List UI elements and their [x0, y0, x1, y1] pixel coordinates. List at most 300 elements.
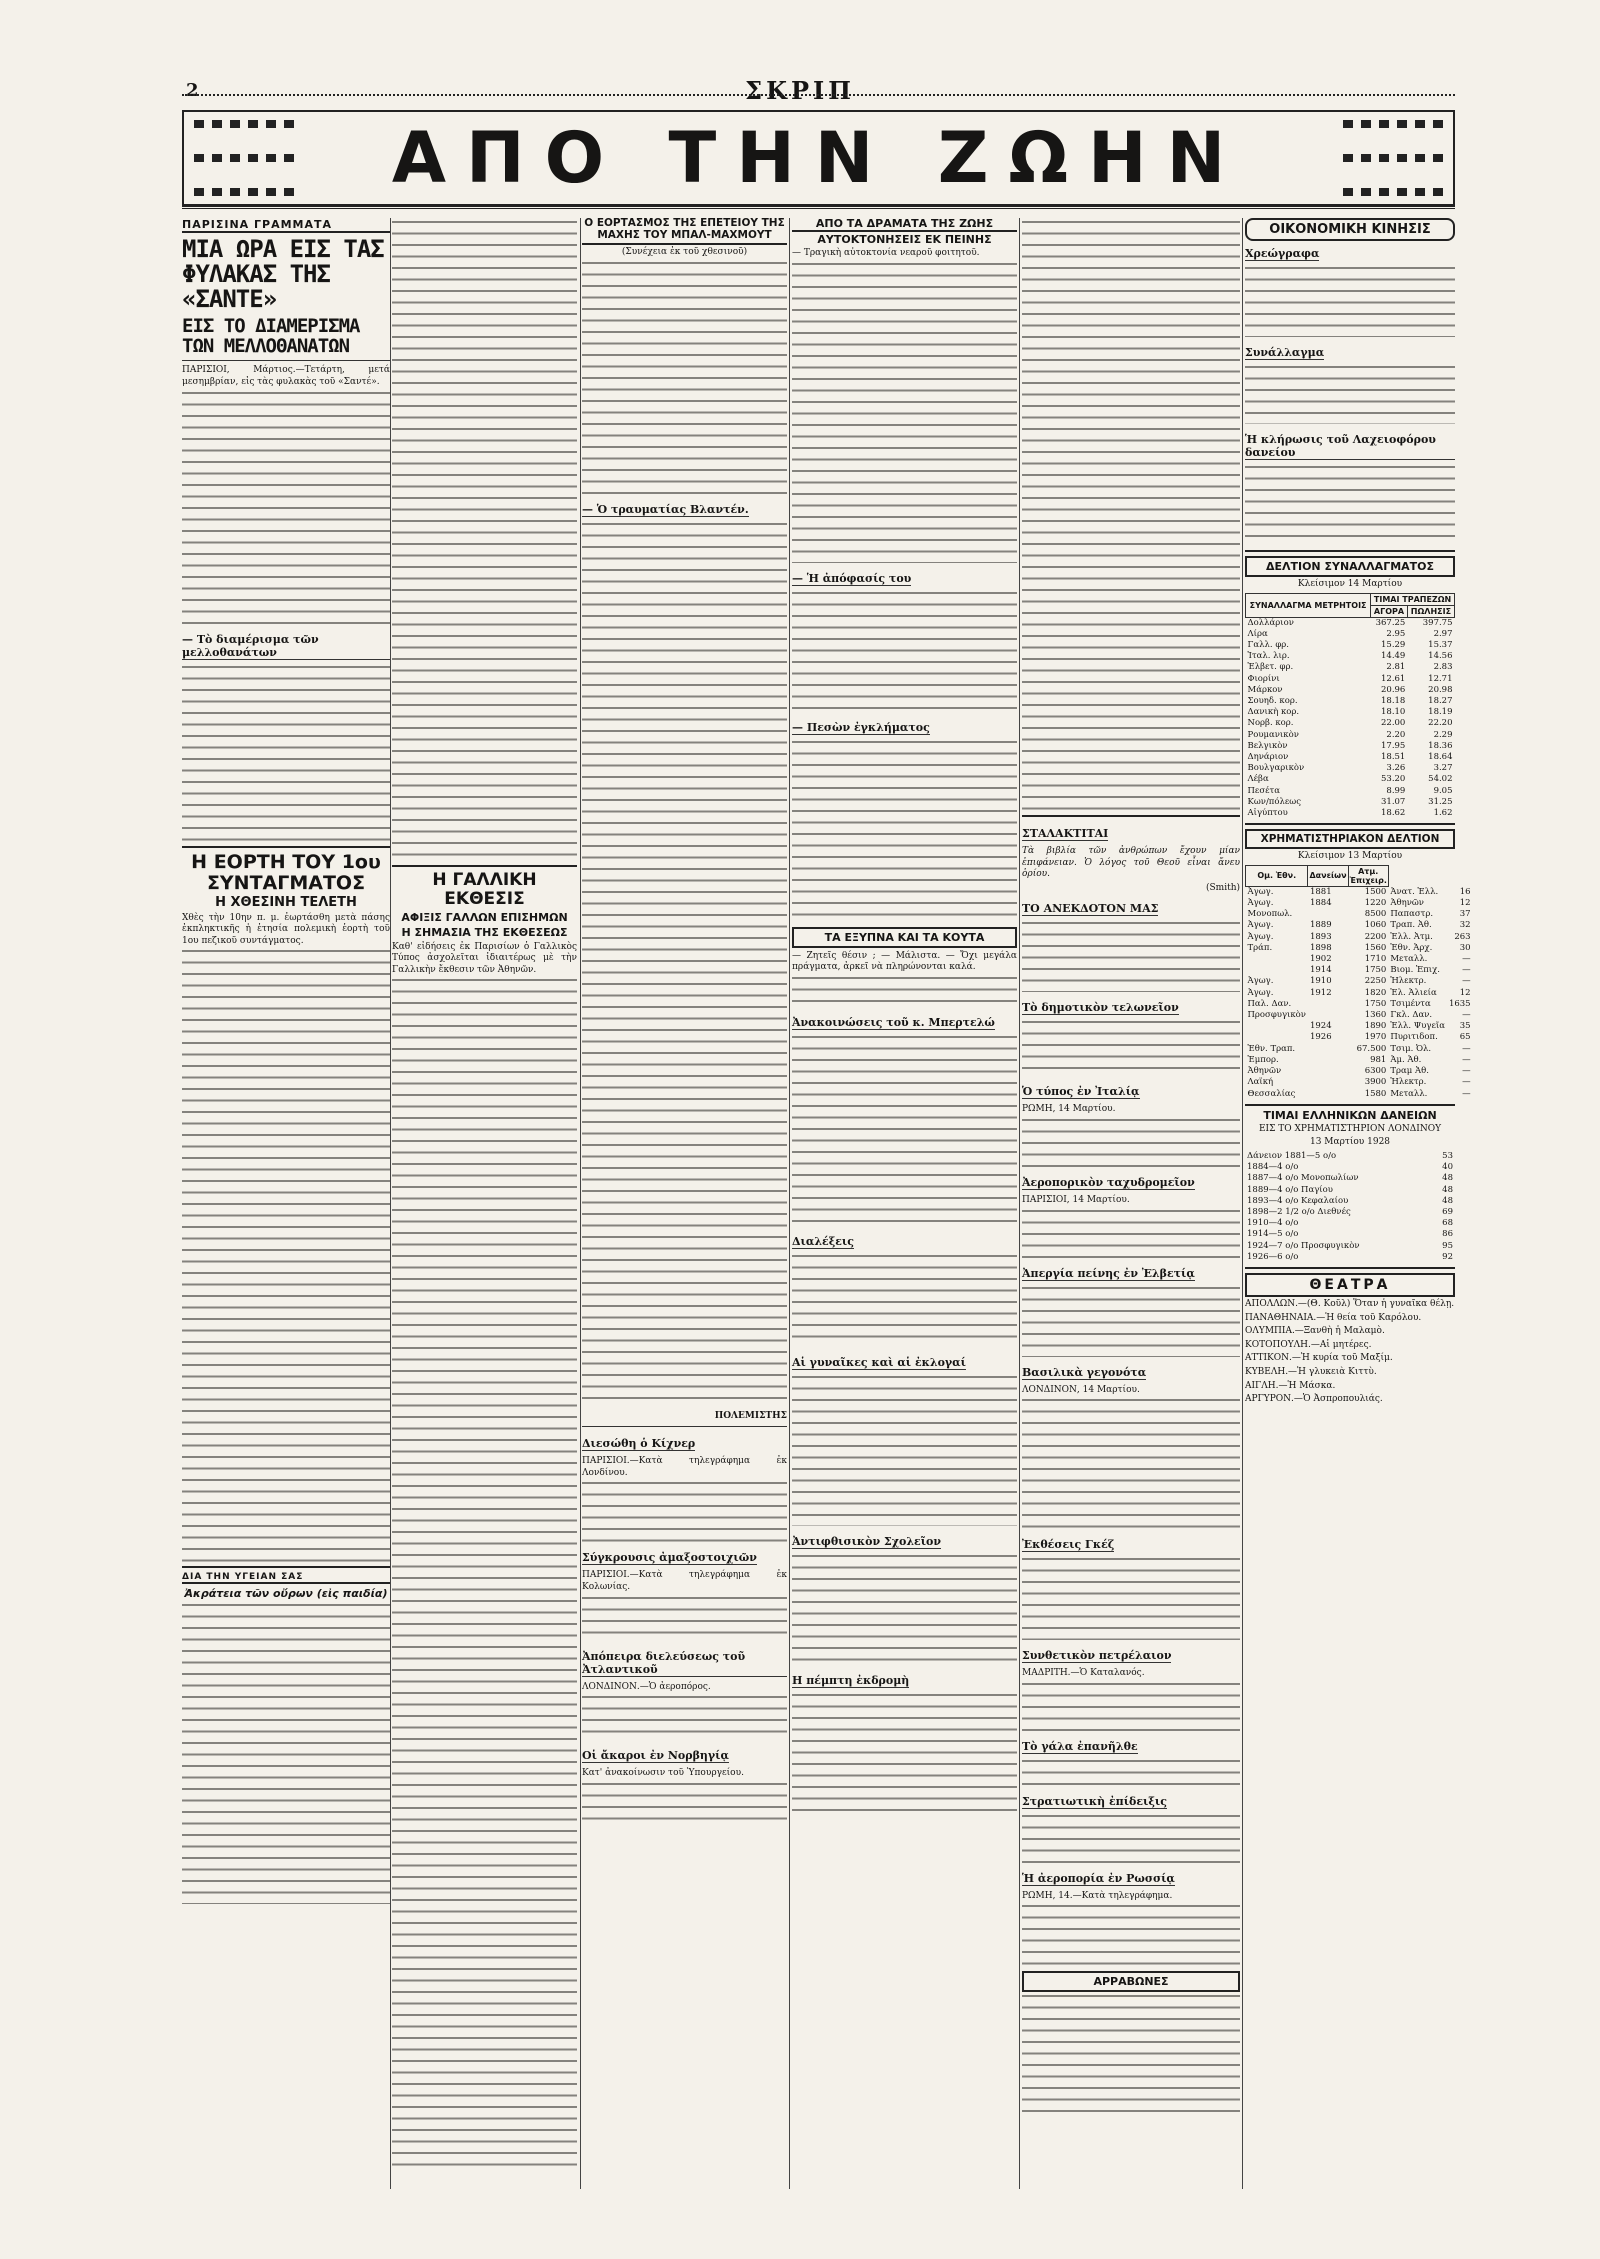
- fx-sell: 22.20: [1428, 718, 1453, 729]
- article-body: [182, 392, 390, 624]
- stock-cell: 1884: [1309, 898, 1332, 909]
- stock-row: [1246, 965, 1473, 976]
- fx-row: [1246, 629, 1455, 640]
- fx-currency: Λέβα: [1247, 774, 1269, 785]
- stock-cell: [1308, 909, 1348, 920]
- brief-body: [792, 1694, 1017, 1814]
- stock-cell: 37: [1459, 909, 1471, 920]
- stock-table: [1245, 865, 1473, 1100]
- stock-row: [1246, 898, 1473, 909]
- stock-cell: [1308, 1010, 1348, 1021]
- stock-cell: 1500: [1364, 886, 1387, 897]
- stock-cell: 1220: [1364, 898, 1387, 909]
- fx-currency: Δανικὴ κορ.: [1247, 707, 1300, 718]
- stock-col-1: Ομ. Ἐθν.: [1246, 865, 1308, 886]
- stock-cell: Ἀμ. Ἀθ.: [1390, 1054, 1422, 1065]
- news-briefs: [582, 1431, 787, 1827]
- fx-row: [1246, 662, 1455, 673]
- stock-cell: 1924: [1309, 1021, 1332, 1032]
- loans-subtitle: ΕΙΣ ΤΟ ΧΡΗΜΑΤΙΣΤΗΡΙΟΝ ΛΟΝΔΙΝΟΥ: [1258, 1123, 1442, 1134]
- fx-currency: Ἰταλ. λιρ.: [1247, 651, 1290, 662]
- brief-dateline: ΛΟΝΔΙΝΟΝ, 14 Μαρτίου.: [1022, 1384, 1140, 1395]
- fx-sell: 15.37: [1428, 640, 1453, 650]
- feature-title: ΣΤΑΛΑΚΤΙΤΑΙ: [1022, 827, 1109, 840]
- stock-cell: 1910: [1309, 976, 1332, 987]
- fx-row: [1246, 730, 1455, 741]
- fx-currency: Σουηδ. κορ.: [1247, 696, 1298, 707]
- loan-row: [1245, 1218, 1455, 1229]
- fx-currency: Πεσέτα: [1247, 785, 1280, 796]
- brief-body: [1022, 1558, 1240, 1640]
- brief-body: [792, 1255, 1017, 1347]
- stock-cell: Λαϊκή: [1247, 1077, 1274, 1088]
- fx-row: [1246, 763, 1455, 774]
- stock-cell: 35: [1459, 1021, 1471, 1032]
- stock-cell: Τραπ. Ἀθ.: [1390, 920, 1432, 931]
- loan-name: 1884—4 ο/ο: [1247, 1162, 1299, 1173]
- stock-row: [1246, 1055, 1473, 1066]
- top-rule: [182, 94, 1455, 96]
- stock-row: [1246, 920, 1473, 931]
- stock-cell: Τραμ Ἀθ.: [1390, 1066, 1429, 1077]
- column-miscellany: [1022, 218, 1240, 2118]
- loan-price: 92: [1442, 1251, 1453, 1262]
- column-paris: [182, 218, 390, 1907]
- article-title: ΑΠΟ ΤΑ ΔΡΑΜΑΤΑ ΤΗΣ ΖΩΗΣ: [792, 218, 1017, 232]
- fx-buy: 17.95: [1381, 740, 1406, 751]
- stock-row: [1246, 1066, 1473, 1077]
- article-body: [792, 263, 1017, 563]
- stock-cell: 1881: [1309, 886, 1332, 897]
- stock-cell: 1912: [1309, 987, 1332, 998]
- loan-name: 1893—4 ο/ο Κεφαλαίου: [1247, 1195, 1349, 1206]
- column-divider: [580, 218, 581, 2189]
- article-body: [182, 666, 390, 842]
- fx-row: [1246, 797, 1455, 808]
- loan-row: [1245, 1151, 1455, 1162]
- brief-title: Οἱ ἄκαροι ἐν Νορβηγίᾳ: [582, 1749, 729, 1763]
- fx-col-currency: ΣΥΝΑΛΛΑΓΜΑ ΜΕΤΡΗΤΟΙΣ: [1246, 593, 1371, 617]
- stock-cell: Ἀγωγ.: [1247, 920, 1274, 931]
- theatres-list: [1245, 1299, 1455, 1406]
- article-body: [182, 950, 390, 1562]
- anecdote-body: [1022, 922, 1240, 992]
- theatre-listing: ΚΟΤΟΠΟΥΛΗ.—Αἱ μητέρες.: [1245, 1339, 1372, 1350]
- stock-cell: 1890: [1364, 1021, 1387, 1032]
- brief-dateline: ΡΩΜΗ, 14.—Κατὰ τηλεγράφημα.: [1022, 1890, 1173, 1901]
- stock-cell: —: [1462, 976, 1471, 987]
- stock-cell: Ἠλεκτρ.: [1390, 1077, 1427, 1088]
- fx-sell: 20.98: [1428, 684, 1453, 695]
- loan-name: Δάνειον 1881—5 ο/ο: [1247, 1150, 1337, 1161]
- stock-cell: Ἐθν. Τραπ.: [1247, 1043, 1296, 1054]
- article-subhead: — Ὁ τραυματίας Βλαντέν.: [582, 502, 749, 516]
- fx-buy: 14.49: [1381, 651, 1406, 662]
- fx-sell: 2.29: [1433, 729, 1453, 740]
- stock-cell: Ἡλεκτρ.: [1390, 976, 1427, 987]
- fx-group-header: ΤΙΜΑΙ ΤΡΑΠΕΖΩΝ: [1371, 593, 1455, 605]
- stock-cell: Ἐλ. Ἀλιεία: [1390, 987, 1437, 998]
- section-label: ΔΙΑ ΤΗΝ ΥΓΕΙΑΝ ΣΑΣ: [182, 1572, 390, 1584]
- stock-cell: 1635: [1448, 998, 1471, 1009]
- loan-price: 48: [1442, 1173, 1453, 1184]
- article-body: [392, 979, 577, 2169]
- brief-body: [792, 592, 1017, 712]
- stock-row: [1246, 1089, 1473, 1100]
- stock-cell: 1360: [1364, 1010, 1387, 1021]
- stock-cell: [1308, 999, 1348, 1010]
- fx-buy: 22.00: [1381, 718, 1406, 729]
- loan-price: 95: [1442, 1240, 1453, 1251]
- article-body: [392, 221, 577, 861]
- fx-currency: Ρουμανικὸν: [1247, 729, 1299, 740]
- fx-sell: 31.25: [1428, 796, 1453, 807]
- fx-col-sell: ΠΩΛΗΣΙΣ: [1407, 605, 1454, 617]
- brief-title: Η πέμπτη ἐκδρομὴ: [792, 1673, 910, 1687]
- fx-currency: Φιορίνι: [1247, 673, 1280, 684]
- economy-item-title: Χρεώγραφα: [1245, 247, 1320, 260]
- stock-cell: 1580: [1364, 1088, 1387, 1099]
- section-title: ΟΙΚΟΝΟΜΙΚΗ ΚΙΝΗΣΙΣ: [1245, 218, 1455, 241]
- fx-currency: Γαλλ. φρ.: [1247, 640, 1289, 650]
- stock-cell: —: [1462, 954, 1471, 965]
- stock-cell: 1750: [1364, 998, 1387, 1009]
- fx-row: [1246, 741, 1455, 752]
- stock-cell: —: [1462, 1010, 1471, 1021]
- brief-title: Αἱ γυναῖκες καὶ αἱ ἐκλογαί: [792, 1355, 966, 1369]
- article-subtitle: ΑΦΙΞΙΣ ΓΑΛΛΩΝ ΕΠΙΣΗΜΩΝ: [401, 911, 568, 925]
- fx-sell: 18.36: [1428, 740, 1453, 751]
- loan-price: 40: [1442, 1162, 1453, 1173]
- fx-sell: 2.97: [1433, 628, 1453, 639]
- column-divider: [1019, 218, 1020, 2189]
- headline-secondary: ΕΙΣ ΤΟ ΔΙΑΜΕΡΙΣΜΑ ΤΩΝ ΜΕΛΛΟΘΑΝΑΤΩΝ: [182, 314, 360, 357]
- fx-sell: 54.02: [1428, 774, 1453, 785]
- fx-currency: Αἰγύπτου: [1247, 808, 1288, 819]
- theatre-listing: ΠΑΝΑΘΗΝΑΙΑ.—Ἡ θεία τοῦ Καρόλου.: [1245, 1312, 1422, 1323]
- stock-cell: 1560: [1364, 942, 1387, 953]
- stock-cell: 981: [1370, 1054, 1387, 1065]
- stock-cell: —: [1462, 1054, 1471, 1065]
- theatre-listing: ΑΡΓΥΡΟΝ.—Ὁ Ἀσπροπουλιάς.: [1245, 1394, 1383, 1405]
- fx-sell: 1.62: [1433, 808, 1453, 819]
- brief-dateline: ΠΑΡΙΣΙΟΙ, 14 Μαρτίου.: [1022, 1194, 1130, 1205]
- brief-title: Ἀντιφθισικὸν Σχολεῖον: [792, 1534, 942, 1548]
- anecdote-title: ΤΟ ΑΝΕΚΔΟΤΟΝ ΜΑΣ: [1022, 902, 1159, 916]
- loans-date: 13 Μαρτίου 1928: [1309, 1137, 1391, 1148]
- fx-table-subtitle: Κλείσιμον 14 Μαρτίου: [1297, 579, 1403, 589]
- stock-cell: [1308, 1044, 1348, 1055]
- fx-sell: 12.71: [1428, 673, 1453, 684]
- stock-cell: Ἀγωγ.: [1247, 931, 1274, 942]
- brief-body: [1022, 1287, 1240, 1357]
- stock-cell: [1308, 1066, 1348, 1077]
- brief-body: [1022, 1815, 1240, 1863]
- brief-dateline: ΜΑΔΡΙΤΗ.—Ὁ Καταλανός.: [1022, 1668, 1145, 1679]
- brief-body: [1022, 1119, 1240, 1167]
- loan-row: [1245, 1173, 1455, 1184]
- brief-title: Σύγκρουσις ἀμαξοστοιχιῶν: [582, 1551, 757, 1565]
- stock-cell: Παλ. Δαν.: [1247, 998, 1292, 1009]
- stock-cell: Ἐθν. Ἀρχ.: [1390, 942, 1433, 953]
- fx-row: [1246, 674, 1455, 685]
- stock-cell: Πυριτιδοπ.: [1390, 1032, 1438, 1043]
- stock-cell: 8500: [1364, 909, 1387, 920]
- stock-cell: [1246, 965, 1308, 976]
- fx-table-title: ΔΕΛΤΙΟΝ ΣΥΝΑΛΛΑΓΜΑΤΟΣ: [1245, 556, 1455, 577]
- economy-item-title: Ἡ κλήρωσις τοῦ Λαχειοφόρου δανείου: [1245, 433, 1455, 460]
- fx-row: [1246, 808, 1455, 819]
- stock-cell: Τράπ.: [1247, 942, 1273, 953]
- brief-dateline: ΠΑΡΙΣΙΟΙ.—Κατὰ τηλεγράφημα ἐκ Κολωνίας.: [582, 1570, 787, 1593]
- stock-cell: Γκλ. Δαν.: [1390, 1010, 1433, 1021]
- theatre-listing: ΟΛΥΜΠΙΑ.—Ξανθὴ ἡ Μαλαμὸ.: [1245, 1326, 1385, 1337]
- stock-cell: Βιομ. Ἐπιχ.: [1390, 965, 1440, 976]
- theatre-listing: ΚΥΒΕΛΗ.—Ἡ γλυκειὰ Κιττὺ.: [1245, 1366, 1377, 1377]
- fx-currency: Κων/πόλεως: [1247, 796, 1301, 807]
- fx-currency: Ἐλβετ. φρ.: [1247, 662, 1294, 673]
- fx-currency: Δηνάριον: [1247, 752, 1289, 763]
- stock-cell: Ἐμπορ.: [1247, 1054, 1279, 1065]
- loan-row: [1245, 1252, 1455, 1263]
- stock-row: [1246, 1077, 1473, 1088]
- fx-row: [1246, 752, 1455, 763]
- brief-body: [1022, 1995, 1240, 2115]
- loan-row: [1245, 1207, 1455, 1218]
- loan-row: [1245, 1162, 1455, 1173]
- stock-cell: [1308, 1089, 1348, 1100]
- economy-item-title: Συνάλλαγμα: [1245, 346, 1325, 359]
- article-title: Ἀκράτεια τῶν οὔρων (εἰς παιδία): [184, 1587, 388, 1601]
- stock-row: [1246, 1032, 1473, 1043]
- stock-row: [1246, 1010, 1473, 1021]
- brief-title: Ἀπεργία πείνης ἐν Ἐλβετίᾳ: [1022, 1266, 1195, 1280]
- fx-buy: 18.62: [1381, 808, 1406, 819]
- loan-row: [1245, 1185, 1455, 1196]
- fx-buy: 20.96: [1381, 684, 1406, 695]
- brief-dateline: Κατ' ἀνακοίνωσιν τοῦ Ὑπουργείου.: [582, 1768, 744, 1779]
- stock-row: [1246, 943, 1473, 954]
- brief-body: [792, 1555, 1017, 1665]
- banner-ornament-right: [1343, 120, 1443, 196]
- stock-cell: 1750: [1364, 965, 1387, 976]
- brief-title: Ἐκθέσεις Γκέζ: [1022, 1538, 1115, 1552]
- fx-row: [1246, 640, 1455, 651]
- stock-cell: 12: [1459, 987, 1471, 998]
- brief-body: [1022, 1021, 1240, 1076]
- fx-buy: 367.25: [1375, 617, 1406, 628]
- fx-currency: Μάρκον: [1247, 684, 1283, 695]
- brief-title: Διαλέξεις: [792, 1234, 854, 1248]
- column-divider: [789, 218, 790, 2189]
- fx-currency: Βελγικὸν: [1247, 740, 1288, 751]
- stock-cell: 1914: [1309, 965, 1332, 976]
- brief-title: — Ἡ ἀπόφασίς του: [792, 571, 912, 585]
- fx-buy: 3.26: [1386, 763, 1406, 774]
- stock-cell: Προσφυγικὸν: [1247, 1010, 1306, 1021]
- fx-sell: 18.27: [1428, 696, 1453, 707]
- stock-cell: Θεσσαλίας: [1247, 1088, 1296, 1099]
- brief-dateline: ΠΑΡΙΣΙΟΙ.—Κατὰ τηλεγράφημα ἐκ Λονδίνου.: [582, 1456, 787, 1478]
- brief-body: [1022, 1683, 1240, 1731]
- brief-body: [582, 1482, 787, 1542]
- brief-body: [1022, 1399, 1240, 1529]
- stock-cell: Τσιμέντα: [1390, 998, 1431, 1009]
- column-divider: [1242, 218, 1243, 2189]
- fx-row: [1246, 786, 1455, 797]
- fx-currency: Δολλάριον: [1247, 617, 1294, 628]
- fx-buy: 18.18: [1381, 696, 1406, 707]
- fx-buy: 2.95: [1386, 628, 1406, 639]
- brief-title-boxed: ΑΡΡΑΒΩΝΕΣ: [1022, 1971, 1240, 1992]
- brief-title: Στρατιωτικὴ ἐπίδειξις: [1022, 1794, 1167, 1808]
- section-label: ΠΑΡΙΣΙΝΑ ΓΡΑΜΜΑΤΑ: [182, 218, 390, 233]
- stock-cell: —: [1462, 1066, 1471, 1077]
- fx-buy: 2.20: [1386, 729, 1406, 740]
- stock-row: [1246, 932, 1473, 943]
- column-battle-anniversary: [582, 218, 787, 1830]
- theatre-listing: ΑΤΤΙΚΟΝ.—Ἡ κυρία τοῦ Μαξίμ.: [1245, 1353, 1393, 1364]
- brief-title: Ἀνακοινώσεις τοῦ κ. Μπερτελώ: [792, 1015, 995, 1029]
- news-items: [1022, 995, 1240, 2115]
- stock-cell: —: [1462, 965, 1471, 976]
- fx-currency: Βουλγαρικὸν: [1247, 763, 1305, 774]
- brief-body: [792, 741, 1017, 921]
- stock-cell: 1970: [1364, 1032, 1387, 1043]
- stock-cell: 12: [1459, 898, 1471, 909]
- theatres-title: ΘΕΑΤΡΑ: [1245, 1273, 1455, 1297]
- brief-body: [792, 977, 1017, 1007]
- stock-row: [1246, 1021, 1473, 1032]
- feature-author: (Smith): [1205, 882, 1240, 893]
- loan-row: [1245, 1229, 1455, 1240]
- paper-name: ΣΚΡΙΠ: [745, 76, 855, 105]
- stock-cell: Ἀθηνῶν: [1390, 898, 1424, 909]
- article-lede: (Συνέχεια ἐκ τοῦ χθεσινοῦ): [621, 247, 748, 258]
- fx-sell: 14.56: [1428, 651, 1453, 662]
- stock-table-title: ΧΡΗΜΑΤΙΣΤΗΡΙΑΚΟΝ ΔΕΛΤΙΟΝ: [1245, 829, 1455, 849]
- brief-title: Ὁ τύπος ἐν Ἰταλίᾳ: [1022, 1085, 1140, 1099]
- economy-item-body: [1245, 267, 1455, 337]
- stock-cell: 2250: [1364, 976, 1387, 987]
- stock-cell: Ἐλλ. Ἀτμ.: [1390, 931, 1433, 942]
- stock-table-subtitle: Κλείσιμον 13 Μαρτίου: [1297, 851, 1403, 862]
- headline: ΜΙΑ ΩΡΑ ΕΙΣ ΤΑΣ ΦΥΛΑΚΑΣ ΤΗΣ «ΣΑΝΤΕ»: [182, 235, 384, 314]
- fx-buy: 12.61: [1381, 673, 1406, 684]
- brief-title: Τὸ γάλα ἐπανῆλθε: [1022, 1739, 1138, 1753]
- stock-cell: Μονοπωλ.: [1247, 909, 1293, 920]
- stock-cell: —: [1462, 1088, 1471, 1099]
- brief-body: [1022, 1760, 1240, 1786]
- fx-buy: 53.20: [1381, 774, 1406, 785]
- brief-title: Ἡ ἀεροπορία ἐν Ρωσσίᾳ: [1022, 1871, 1175, 1885]
- banner-ornament-left: [194, 120, 294, 196]
- theatre-listing: ΑΙΓΛΗ.—Ἡ Μάσκα.: [1245, 1380, 1336, 1391]
- brief-title-boxed: ΤΑ ΕΞΥΠΝΑ ΚΑΙ ΤΑ ΚΟΥΤΑ: [792, 927, 1017, 948]
- fx-buy: 18.51: [1381, 752, 1406, 763]
- fx-buy: 31.07: [1381, 796, 1406, 807]
- stock-cell: Παπαστρ.: [1390, 909, 1434, 920]
- column-paris-continued: [392, 218, 577, 2172]
- stock-cell: 1889: [1309, 920, 1332, 931]
- loan-name: 1898—2 1/2 ο/ο Διεθνές: [1247, 1207, 1351, 1217]
- stock-row: [1246, 954, 1473, 965]
- economy-items: [1245, 241, 1455, 546]
- fx-sell: 18.19: [1428, 707, 1453, 718]
- stock-cell: Μεταλλ.: [1390, 1088, 1428, 1099]
- fx-col-buy: ΑΓΟΡΑ: [1371, 605, 1408, 617]
- stock-col-2: Δανείων: [1308, 865, 1348, 886]
- article-body: [1022, 221, 1240, 811]
- brief-title: Διεσώθη ὁ Κίχνερ: [582, 1437, 696, 1451]
- section-banner: [182, 110, 1455, 206]
- fx-buy: 2.81: [1386, 662, 1406, 673]
- brief-dateline: ΡΩΜΗ, 14 Μαρτίου.: [1022, 1104, 1116, 1115]
- stock-cell: Μεταλλ.: [1390, 954, 1428, 965]
- page-number: 2: [186, 80, 199, 101]
- loan-price: 68: [1442, 1218, 1453, 1229]
- brief-title: Βασιλικὰ γεγονότα: [1022, 1365, 1147, 1379]
- stock-cell: 1926: [1309, 1032, 1332, 1043]
- stock-cell: 263: [1454, 931, 1471, 942]
- loan-name: 1924—7 ο/ο Προσφυγικὸν: [1247, 1240, 1360, 1251]
- stock-cell: 1898: [1309, 942, 1332, 953]
- brief-body: [582, 1783, 787, 1827]
- stock-row: [1246, 999, 1473, 1010]
- loan-price: 69: [1442, 1207, 1453, 1217]
- fx-row: [1246, 774, 1455, 785]
- article-lede: ΠΑΡΙΣΙΟΙ, Μάρτιος.—Τετάρτη, μετά μεσημβρίαν, εἰς τὰς φυλακὰς τοῦ «Σαντέ».: [182, 365, 390, 388]
- article-body: [182, 1604, 390, 1904]
- stock-cell: Ἀγωγ.: [1247, 898, 1274, 909]
- stock-cell: Ἐλλ. Ψυγεῖα: [1390, 1021, 1445, 1032]
- stock-cell: 1710: [1364, 954, 1387, 965]
- fx-sell: 2.83: [1433, 662, 1453, 673]
- stock-cell: 1820: [1364, 987, 1387, 998]
- fx-row: [1246, 718, 1455, 729]
- column-life-dramas: [792, 218, 1017, 1817]
- stock-row: [1246, 909, 1473, 920]
- article-title: Ο ΕΟΡΤΑΣΜΟΣ ΤΗΣ ΕΠΕΤΕΙΟΥ ΤΗΣ ΜΑΧΗΣ ΤΟΥ ΜΠΑΛ-ΜΑΧΜΟΥΤ: [582, 218, 787, 245]
- loan-price: 48: [1442, 1184, 1453, 1195]
- loan-name: 1926—6 ο/ο: [1247, 1251, 1299, 1262]
- fx-row: [1246, 685, 1455, 696]
- feature-quote: Τὰ βιβλία τῶν ἀνθρώπων ἔχουν μίαν ἐπιφάνειαν. Ὁ λόγος τοῦ Θεοῦ εἶναι ἄνευ ὁρίου.: [1022, 846, 1240, 880]
- stock-cell: 30: [1459, 942, 1471, 953]
- stock-cell: [1308, 1077, 1348, 1088]
- article-body: [582, 523, 787, 1408]
- theatre-listing: ΑΠΟΛΛΩΝ.—(Θ. Κοῦλ) Ὅταν ἡ γυναῖκα θέλῃ.: [1245, 1299, 1455, 1310]
- stock-cell: 65: [1459, 1032, 1471, 1043]
- article-subtitle: ΑΥΤΟΚΤΟΝΗΣΕΙΣ ΕΚ ΠΕΙΝΗΣ: [817, 233, 992, 247]
- stock-cell: [1308, 1055, 1348, 1066]
- fx-sell: 18.64: [1428, 752, 1453, 763]
- brief-title: Τὸ δημοτικὸν τελωνεῖον: [1022, 1001, 1179, 1015]
- fx-buy: 8.99: [1386, 785, 1406, 796]
- brief-text: — Ζητεῖς θέσιν ; — Μάλιστα. — Ὄχι μεγάλα πράγματα, ἀρκεῖ νὰ πληρώνονται καλά.: [792, 950, 1017, 973]
- stock-cell: Ἀγωγ.: [1247, 886, 1274, 897]
- stock-cell: Τσιμ. Ὀλ.: [1390, 1043, 1432, 1054]
- fx-row: [1246, 707, 1455, 718]
- brief-title: Ἀπόπειρα διελεύσεως τοῦ Ἀτλαντικοῦ: [582, 1650, 787, 1677]
- stock-col-3: Ατμ. Ἐπιχειρ.: [1349, 866, 1387, 885]
- column-divider: [390, 218, 391, 2189]
- loans-title: ΤΙΜΑΙ ΕΛΛΗΝΙΚΩΝ ΔΑΝΕΙΩΝ: [1263, 1108, 1437, 1122]
- loan-name: 1914—5 ο/ο: [1247, 1229, 1299, 1240]
- loans-table: [1245, 1151, 1455, 1263]
- article-lede: Καθ' εἰδήσεις ἐκ Παρισίων ὁ Γαλλικὸς Τύπος ἀσχολεῖται ἰδιαιτέρως μὲ τὴν Γαλλικὴν ἔκθεσιν τῶν Ἀθηνῶν.: [392, 941, 577, 975]
- stock-cell: [1246, 954, 1308, 965]
